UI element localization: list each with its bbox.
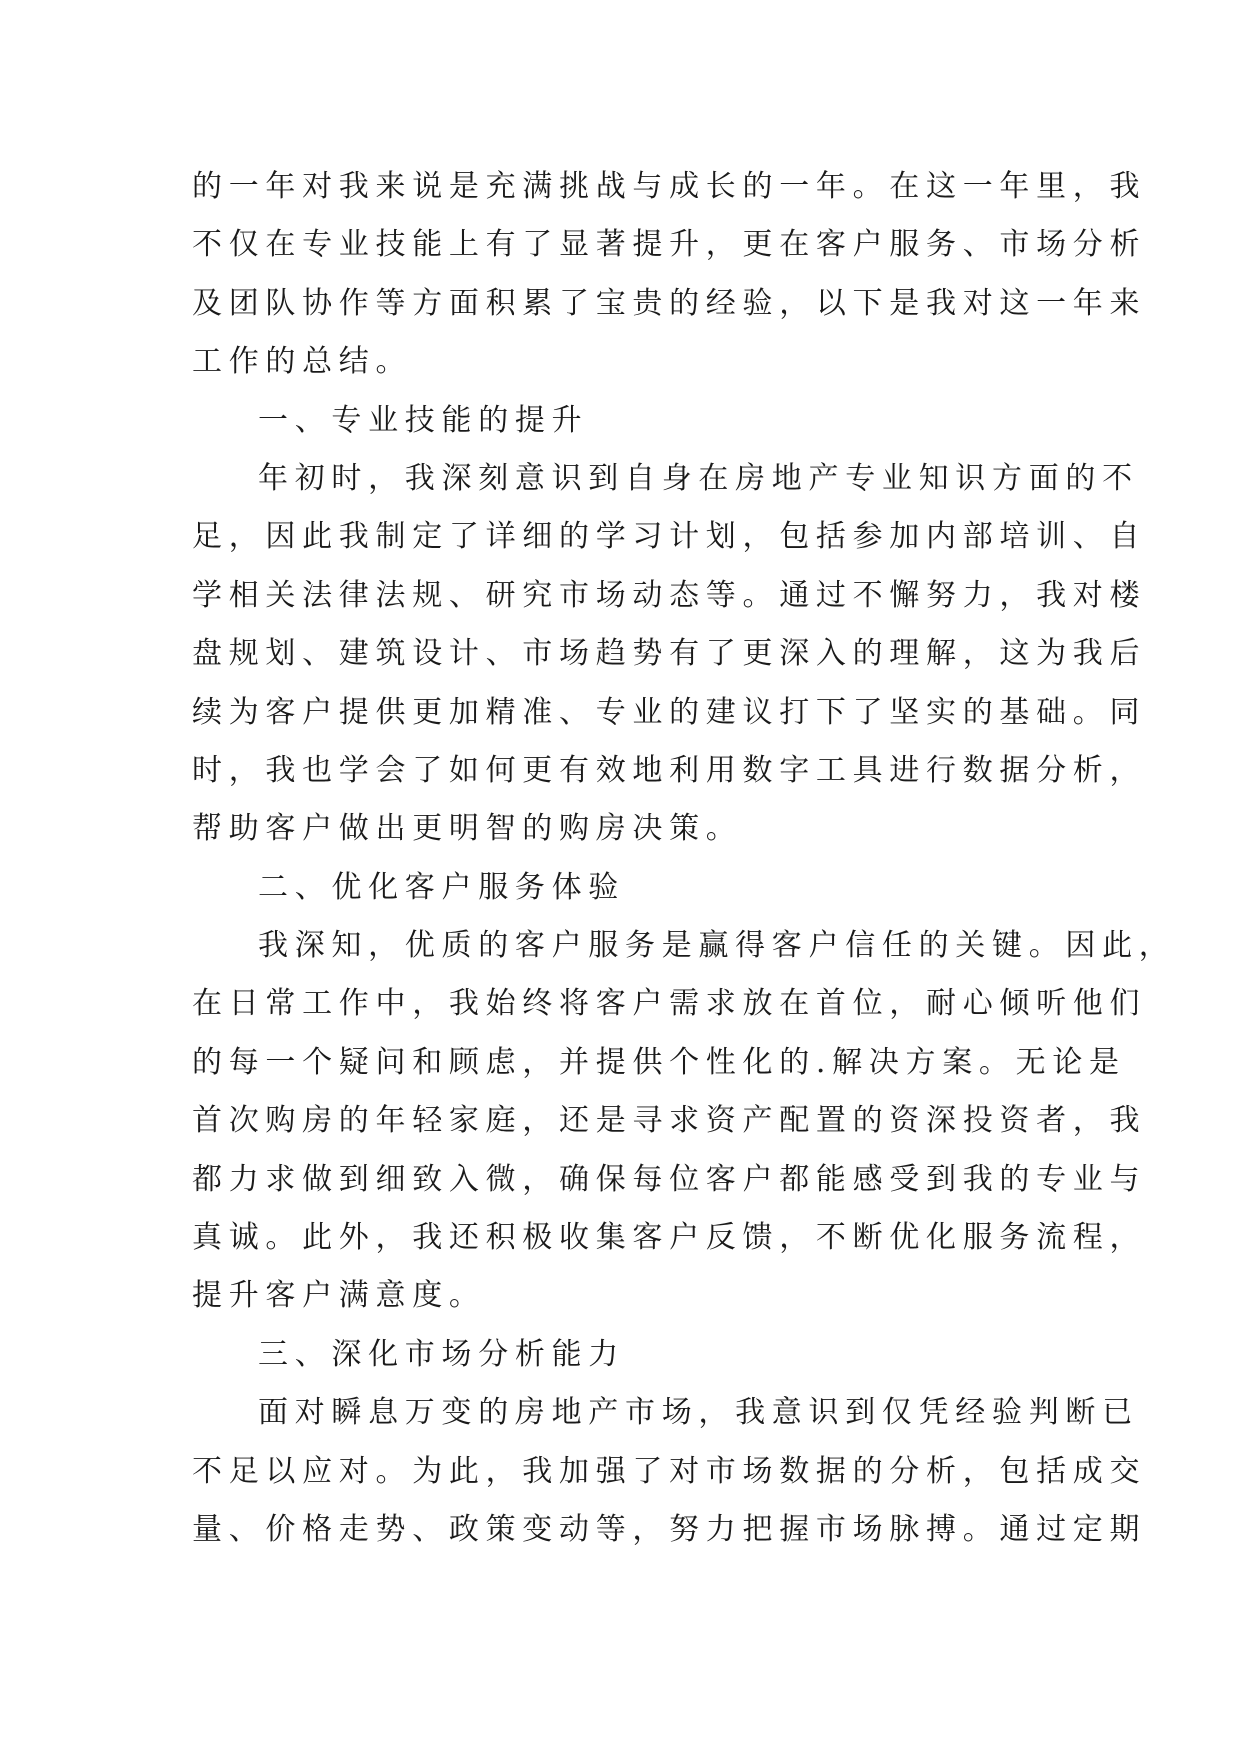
body-line-24: 量、价格走势、政策变动等，努力把握市场脉搏。通过定期 <box>192 1511 1147 1547</box>
body-line-8: 学相关法律法规、研究市场动态等。通过不懈努力，我对楼 <box>192 577 1147 613</box>
body-line-9: 盘规划、建筑设计、市场趋势有了更深入的理解，这为我后 <box>192 636 1147 672</box>
body-line-16: 的每一个疑问和顾虑，并提供个性化的.解决方案。无论是 <box>192 1044 1126 1080</box>
body-line-23: 不足以应对。为此，我加强了对市场数据的分析，包括成交 <box>192 1453 1147 1489</box>
section-heading-2: 二、优化客户服务体验 <box>258 869 625 905</box>
body-line-22: 面对瞬息万变的房地产市场，我意识到仅凭经验判断已 <box>258 1395 1139 1431</box>
body-line-10: 续为客户提供更加精准、专业的建议打下了坚实的基础。同 <box>192 694 1147 730</box>
section-heading-1: 一、专业技能的提升 <box>258 402 589 438</box>
body-line-2: 不仅在专业技能上有了显著提升，更在客户服务、市场分析 <box>192 227 1147 263</box>
body-line-20: 提升客户满意度。 <box>192 1278 486 1314</box>
section-heading-3: 三、深化市场分析能力 <box>258 1336 625 1372</box>
document-body <box>192 158 1176 1559</box>
body-line-12: 帮助客户做出更明智的购房决策。 <box>192 811 743 847</box>
body-line-17: 首次购房的年轻家庭，还是寻求资产配置的资深投资者，我 <box>192 1103 1147 1139</box>
body-line-11: 时，我也学会了如何更有效地利用数字工具进行数据分析， <box>192 752 1147 788</box>
body-line-18: 都力求做到细致入微，确保每位客户都能感受到我的专业与 <box>192 1161 1147 1197</box>
body-line-3: 及团队协作等方面积累了宝贵的经验，以下是我对这一年来 <box>192 285 1147 321</box>
body-line-6: 年初时，我深刻意识到自身在房地产专业知识方面的不 <box>258 460 1139 496</box>
body-line-15: 在日常工作中，我始终将客户需求放在首位，耐心倾听他们 <box>192 986 1147 1022</box>
body-line-14: 我深知，优质的客户服务是赢得客户信任的关键。因此， <box>258 928 1176 964</box>
body-line-7: 足，因此我制定了详细的学习计划，包括参加内部培训、自 <box>192 519 1147 555</box>
body-line-1: 的一年对我来说是充满挑战与成长的一年。在这一年里，我 <box>192 169 1147 204</box>
body-line-4: 工作的总结。 <box>192 344 413 380</box>
body-line-19: 真诚。此外，我还积极收集客户反馈，不断优化服务流程， <box>192 1220 1147 1256</box>
